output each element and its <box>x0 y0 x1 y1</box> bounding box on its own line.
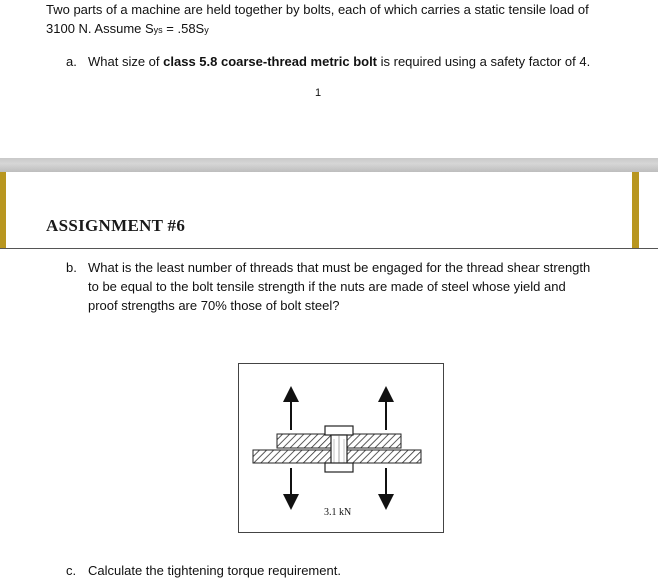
intro-line-1: Two parts of a machine are held together by bolts, each of which carries a static tensile load of <box>46 2 589 17</box>
subscript-y: y <box>204 25 209 35</box>
page-one <box>0 0 658 158</box>
intro-line-2 <box>46 19 636 40</box>
question-b-line-3: proof strengths are 70% those of bolt steel? <box>88 298 340 313</box>
question-b-line-2: to be equal to the bolt tensile strength if the nuts are made of steel whose yield and <box>88 279 566 294</box>
problem-intro <box>46 0 636 40</box>
question-c-text: Calculate the tightening torque requirement. <box>88 563 341 578</box>
question-b-text <box>88 258 618 315</box>
assignment-header-band <box>0 172 658 249</box>
question-a-text-after: is required using a safety factor of 4. <box>377 54 591 69</box>
assignment-title: ASSIGNMENT #6 <box>46 216 186 235</box>
page-separator <box>0 158 658 172</box>
bolt-joint-figure <box>238 363 444 533</box>
bolt-head <box>325 426 353 435</box>
nut <box>325 463 353 472</box>
question-a <box>66 52 626 71</box>
question-b-line-1: What is the least number of threads that must be engaged for the thread shear strength <box>88 260 591 275</box>
question-b <box>66 258 626 313</box>
right-accent-bar <box>632 172 639 248</box>
load-label: 3.1 kN <box>324 507 352 518</box>
page-number: 1 <box>315 87 322 99</box>
question-a-text <box>88 52 618 71</box>
question-b-label: b. <box>66 260 77 275</box>
left-accent-bar <box>0 172 6 248</box>
intro-line-2-mid: = .58S <box>162 21 205 36</box>
intro-line-2-text: 3100 N. Assume S <box>46 21 154 36</box>
question-a-text-bold: class 5.8 coarse-thread metric bolt <box>163 54 378 69</box>
question-a-label: a. <box>66 54 77 69</box>
question-c <box>66 561 626 580</box>
subscript-ys: ys <box>153 25 163 35</box>
question-a-text-before: What size of <box>88 54 164 69</box>
question-c-label: c. <box>66 563 77 578</box>
